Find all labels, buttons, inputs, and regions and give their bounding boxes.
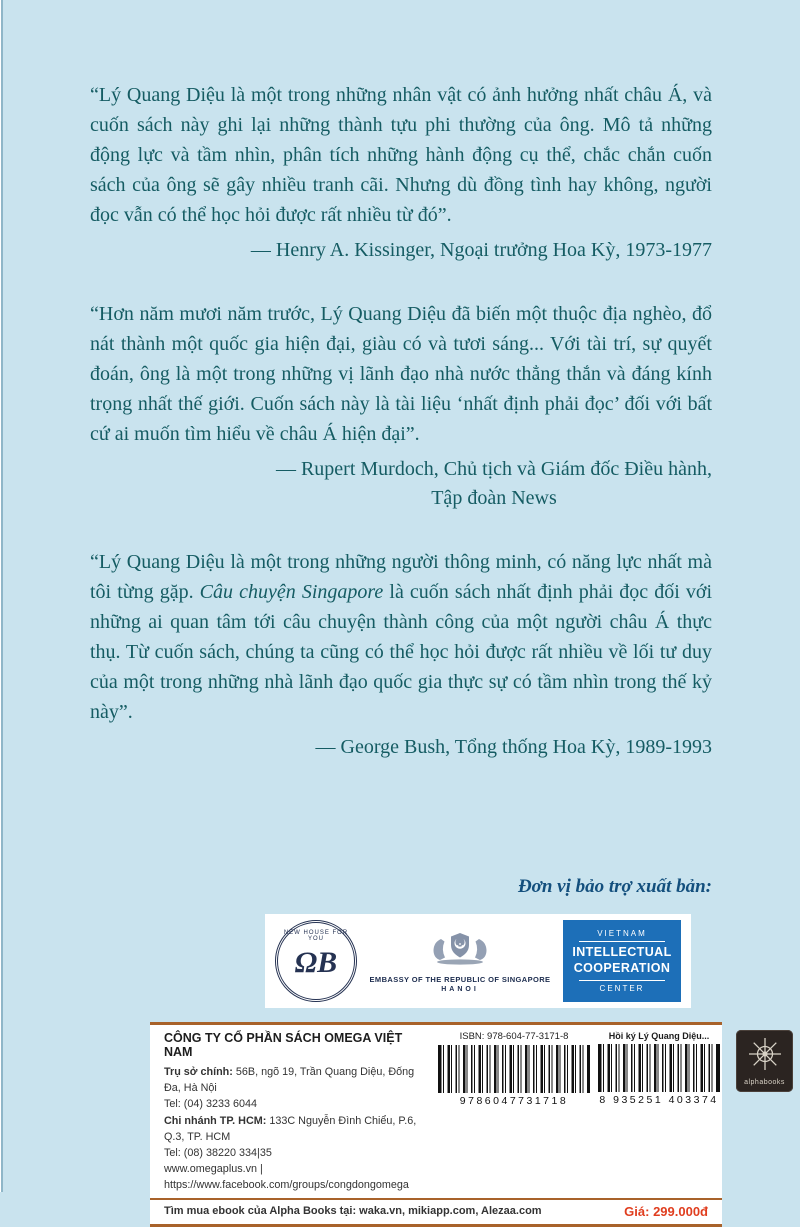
embassy-name-text: EMBASSY OF THE REPUBLIC OF SINGAPORE [369,974,551,984]
publisher-contact-block [164,1031,430,1194]
publisher-main-row [150,1025,722,1198]
product-barcode [598,1044,720,1092]
ebook-availability-text: Tìm mua ebook của Alpha Books tại: waka.vn, mikiapp.com, Alezaa.com [164,1205,542,1217]
vicc-line-intellectual: INTELLECTUAL [572,945,672,960]
quote-bush [90,547,712,762]
vietnam-intellectual-cooperation-center-logo [563,920,681,1002]
quote-murdoch-attribution-block [276,455,712,513]
quote-murdoch-attribution [90,455,712,513]
publisher-branch-line [164,1113,430,1145]
publisher-branch-label: Chi nhánh TP. HCM: [164,1114,267,1127]
alphabooks-logo [736,1030,793,1092]
publisher-hq-address: 56B, ngõ 19, Trần Quang Diệu, Đống Đa, Hà Nội [164,1066,415,1095]
omega-plus-logo-monogram: ΩB [294,946,338,979]
book-title-small-text: Hồi ký Lý Quang Diệu... [608,1031,710,1041]
quote-bush-body-italic-title: Câu chuyện Singapore [199,581,384,603]
omega-plus-logo-arc-text: NEW HOUSE FOR YOU [283,930,349,942]
vicc-line-vietnam: VIETNAM [597,929,647,939]
quote-kissinger-body: “Lý Quang Diệu là một trong những nhân vật có ảnh hưởng nhất châu Á, và cuốn sách này ghi lại những thành tựu phi thường của ông. Mô tả những động lực và tầm nhìn, phân tích những hành động cụ thể, chắc chắn cuốn sách của ông sẽ gây nhiều tranh cãi. Nhưng dù đồng tình hay không, người đọc vẫn có thể học hỏi được rất nhiều từ đó”. [90,84,712,226]
vicc-divider-top [579,941,665,942]
sponsor-label: Đơn vị bảo trợ xuất bản: [517,876,712,897]
product-barcode-block [598,1031,720,1194]
vicc-line-cooperation: COOPERATION [573,961,671,975]
embassy-city-text: HANOI [441,985,479,993]
quote-bush-body-part2: là cuốn sách nhất định phải đọc đối với những ai quan tâm tới câu chuyện thành công của một người châu Á thực thụ. Từ cuốn sách, chúng ta cũng có thể học hỏi được rất nhiều về lối tư duy của một trong những nhà lãnh đạo quốc gia thực sự có tầm nhìn trong thế kỷ này”. [90,581,712,723]
price-text: Giá: 299.000đ [624,1203,708,1219]
book-spine-edge [0,0,6,1192]
testimonial-quotes [90,80,712,796]
publisher-hq-label: Trụ sở chính: [164,1066,233,1078]
sponsor-logo-strip [265,914,691,1008]
quote-murdoch-attribution-line1: — Rupert Murdoch, Chủ tịch và Giám đốc Điều hành, [275,458,712,480]
vicc-line-center: CENTER [599,983,645,993]
isbn-text: ISBN: 978-604-77-3171-8 [459,1031,569,1042]
publisher-web-line: www.omegaplus.vn | https://www.facebook.com/groups/congdongomega [164,1163,409,1192]
publisher-tel1-line: Tel: (04) 3233 6044 [164,1098,258,1111]
singapore-embassy-logo [363,930,558,993]
alphabooks-starburst-icon [747,1036,783,1077]
quote-kissinger-attribution: — Henry A. Kissinger, Ngoại trưởng Hoa Kỳ, 1973-1977 [250,239,712,261]
publisher-bottom-strip [150,1198,722,1224]
vicc-divider-bottom [579,980,665,981]
publisher-info-box [150,1022,722,1227]
quote-kissinger [90,80,712,265]
quote-murdoch-body: “Hơn năm mươi năm trước, Lý Quang Diệu đã biến một thuộc địa nghèo, đổ nát thành một quốc gia hiện đại, giàu có và tươi sáng... Với tài trí, sự quyết đoán, ông là một trong những vị lãnh đạo nhà nước thẳng thắn và đáng kính trọng nhất thế giới. Cuốn sách này là tài liệu ‘nhất định phải đọc’ đối với bất cứ ai muốn tìm hiểu về châu Á hiện đại”. [90,303,712,445]
singapore-crest-icon [428,930,492,971]
publisher-branch-address: 133C Nguyễn Đình Chiểu, P.6, Q.3, TP. HCM [164,1114,417,1143]
omega-plus-logo [275,920,357,1002]
publisher-hq-line [164,1064,430,1096]
quote-murdoch-attribution-line2: Tập đoàn News [431,487,557,509]
quote-murdoch [90,299,712,513]
publisher-company-name: CÔNG TY CỔ PHẦN SÁCH OMEGA VIỆT NAM [164,1031,403,1059]
product-barcode-digits: 8 935251 403374 [599,1094,719,1106]
alphabooks-label: alphabooks [744,1079,785,1086]
isbn-barcode-digits: 9786047731718 [459,1095,569,1107]
quote-bush-attribution: — George Bush, Tổng thống Hoa Kỳ, 1989-1993 [315,736,712,758]
quote-bush-body-part1: “Lý Quang Diệu là một trong những người thông minh, có năng lực nhất mà tôi từng gặp. [90,551,712,603]
isbn-barcode-block [438,1031,590,1194]
isbn-barcode [438,1045,590,1093]
publisher-tel2-line: Tel: (08) 38220 334|35 [164,1146,272,1159]
quote-bush-body [90,547,712,727]
